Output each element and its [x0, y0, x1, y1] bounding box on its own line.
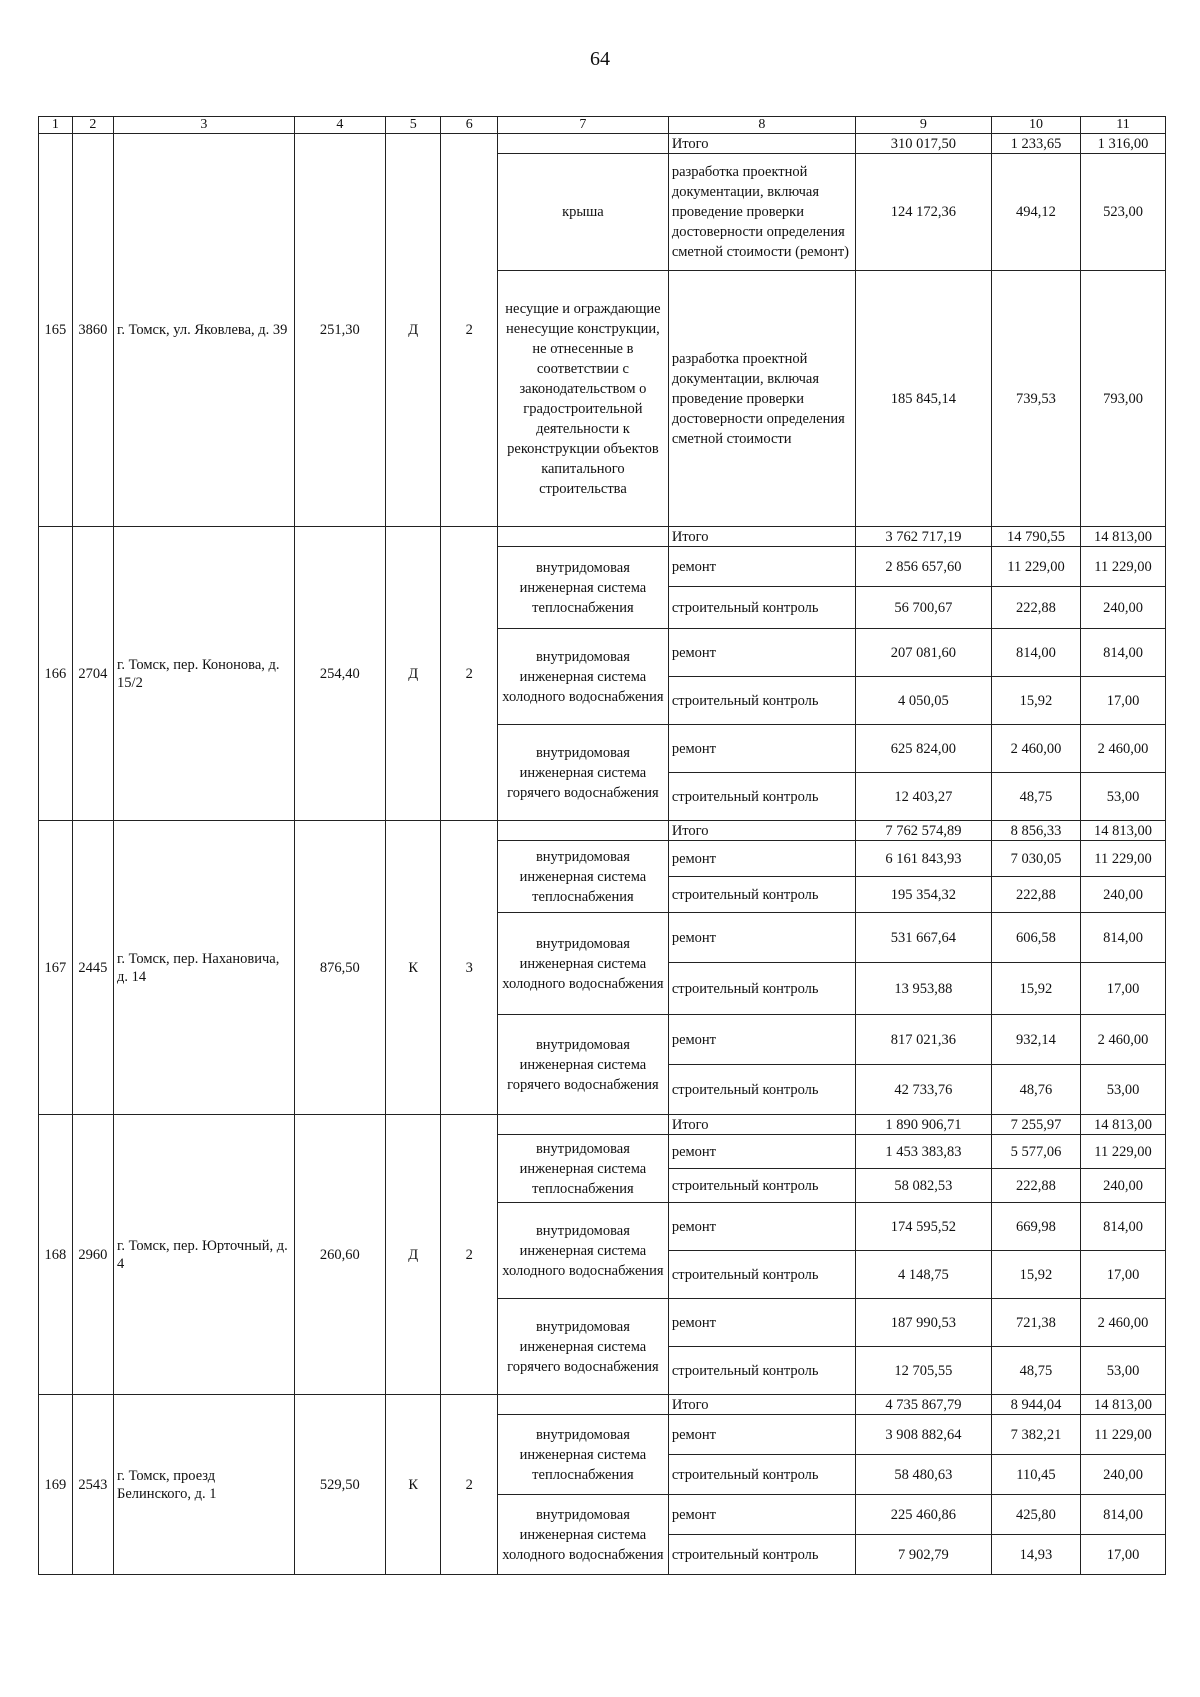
limit: 11 229,00	[1081, 1415, 1166, 1455]
cost: 13 953,88	[855, 963, 991, 1015]
total-unit-cost: 14 790,55	[991, 527, 1080, 547]
building-type: Д	[386, 527, 441, 821]
cost: 58 082,53	[855, 1169, 991, 1203]
limit: 814,00	[1081, 1203, 1166, 1251]
cost: 4 148,75	[855, 1251, 991, 1299]
work-type: ремонт	[668, 841, 855, 877]
work-type: строительный контроль	[668, 677, 855, 725]
work-type: строительный контроль	[668, 1065, 855, 1115]
total-label: Итого	[668, 1395, 855, 1415]
work-type: разработка проектной документации, включая проведение проверки достоверности определения сметной стоимости	[668, 271, 855, 527]
table-row	[39, 134, 1166, 154]
column-header: 5	[386, 117, 441, 134]
limit: 17,00	[1081, 677, 1166, 725]
row-number: 166	[39, 527, 73, 821]
limit: 11 229,00	[1081, 841, 1166, 877]
work-type: ремонт	[668, 629, 855, 677]
floors: 2	[441, 1115, 498, 1395]
limit: 2 460,00	[1081, 1299, 1166, 1347]
unit-cost: 7 030,05	[991, 841, 1080, 877]
work-type: ремонт	[668, 547, 855, 587]
limit: 11 229,00	[1081, 547, 1166, 587]
work-type: строительный контроль	[668, 877, 855, 913]
row-number: 168	[39, 1115, 73, 1395]
work-type: ремонт	[668, 1415, 855, 1455]
unit-cost: 932,14	[991, 1015, 1080, 1065]
unit-cost: 15,92	[991, 963, 1080, 1015]
row-number: 165	[39, 134, 73, 527]
address: г. Томск, проезд Белинского, д. 1	[114, 1395, 295, 1575]
total-limit: 1 316,00	[1081, 134, 1166, 154]
limit: 17,00	[1081, 963, 1166, 1015]
cost: 7 902,79	[855, 1535, 991, 1575]
cost: 531 667,64	[855, 913, 991, 963]
area: 251,30	[294, 134, 385, 527]
building-code: 2543	[72, 1395, 113, 1575]
table-row	[39, 1395, 1166, 1415]
work-type: ремонт	[668, 1135, 855, 1169]
cost: 225 460,86	[855, 1495, 991, 1535]
address: г. Томск, пер. Кононова, д. 15/2	[114, 527, 295, 821]
address: г. Томск, пер. Нахановича, д. 14	[114, 821, 295, 1115]
work-type: ремонт	[668, 1203, 855, 1251]
building-code: 2960	[72, 1115, 113, 1395]
building-code: 3860	[72, 134, 113, 527]
limit: 2 460,00	[1081, 1015, 1166, 1065]
address: г. Томск, ул. Яковлева, д. 39	[114, 134, 295, 527]
limit: 240,00	[1081, 1455, 1166, 1495]
unit-cost: 606,58	[991, 913, 1080, 963]
cost: 12 403,27	[855, 773, 991, 821]
limit: 53,00	[1081, 1347, 1166, 1395]
building-type: Д	[386, 1115, 441, 1395]
work-type: ремонт	[668, 1015, 855, 1065]
system-name: внутридомовая инженерная система теплоснабжения	[498, 1415, 669, 1495]
work-type: строительный контроль	[668, 1535, 855, 1575]
work-type: строительный контроль	[668, 1251, 855, 1299]
system-name: внутридомовая инженерная система холодного водоснабжения	[498, 629, 669, 725]
work-type: ремонт	[668, 1495, 855, 1535]
element-name: несущие и ограждающие ненесущие конструкции, не отнесенные в соответствии с законодательством о градостроительной деятельности к реконструкции объектов капитального строительства	[498, 271, 669, 527]
work-type: строительный контроль	[668, 1169, 855, 1203]
system-name: внутридомовая инженерная система теплоснабжения	[498, 1135, 669, 1203]
limit: 240,00	[1081, 877, 1166, 913]
element-name: крыша	[498, 154, 669, 271]
work-type: строительный контроль	[668, 963, 855, 1015]
column-header: 4	[294, 117, 385, 134]
unit-cost: 222,88	[991, 877, 1080, 913]
unit-cost: 721,38	[991, 1299, 1080, 1347]
limit: 240,00	[1081, 1169, 1166, 1203]
system-name: внутридомовая инженерная система холодного водоснабжения	[498, 1495, 669, 1575]
blank-cell	[498, 821, 669, 841]
cost: 58 480,63	[855, 1455, 991, 1495]
column-header: 7	[498, 117, 669, 134]
system-name: внутридомовая инженерная система горячего водоснабжения	[498, 1015, 669, 1115]
area: 529,50	[294, 1395, 385, 1575]
cost: 42 733,76	[855, 1065, 991, 1115]
total-limit: 14 813,00	[1081, 527, 1166, 547]
column-header: 6	[441, 117, 498, 134]
total-unit-cost: 8 856,33	[991, 821, 1080, 841]
unit-cost: 110,45	[991, 1455, 1080, 1495]
cost: 817 021,36	[855, 1015, 991, 1065]
column-number-row	[39, 117, 1166, 134]
cost: 1 453 383,83	[855, 1135, 991, 1169]
unit-cost: 11 229,00	[991, 547, 1080, 587]
unit-cost: 222,88	[991, 1169, 1080, 1203]
system-name: внутридомовая инженерная система холодного водоснабжения	[498, 913, 669, 1015]
building-type: К	[386, 821, 441, 1115]
unit-cost: 15,92	[991, 677, 1080, 725]
unit-cost: 494,12	[991, 154, 1080, 271]
unit-cost: 669,98	[991, 1203, 1080, 1251]
floors: 2	[441, 527, 498, 821]
unit-cost: 7 382,21	[991, 1415, 1080, 1455]
address: г. Томск, пер. Юрточный, д. 4	[114, 1115, 295, 1395]
work-type: ремонт	[668, 725, 855, 773]
limit: 17,00	[1081, 1535, 1166, 1575]
limit: 53,00	[1081, 1065, 1166, 1115]
blank-cell	[498, 134, 669, 154]
unit-cost: 48,76	[991, 1065, 1080, 1115]
work-type: строительный контроль	[668, 773, 855, 821]
work-type: ремонт	[668, 913, 855, 963]
area: 876,50	[294, 821, 385, 1115]
limit: 523,00	[1081, 154, 1166, 271]
total-limit: 14 813,00	[1081, 1395, 1166, 1415]
row-number: 167	[39, 821, 73, 1115]
column-header: 1	[39, 117, 73, 134]
total-unit-cost: 1 233,65	[991, 134, 1080, 154]
unit-cost: 739,53	[991, 271, 1080, 527]
work-type: строительный контроль	[668, 587, 855, 629]
table-row	[39, 527, 1166, 547]
total-unit-cost: 7 255,97	[991, 1115, 1080, 1135]
area: 254,40	[294, 527, 385, 821]
cost: 124 172,36	[855, 154, 991, 271]
column-header: 11	[1081, 117, 1166, 134]
table-row	[39, 821, 1166, 841]
limit: 814,00	[1081, 913, 1166, 963]
unit-cost: 14,93	[991, 1535, 1080, 1575]
total-cost: 310 017,50	[855, 134, 991, 154]
work-type: разработка проектной документации, включая проведение проверки достоверности определения сметной стоимости (ремонт)	[668, 154, 855, 271]
system-name: внутридомовая инженерная система теплоснабжения	[498, 841, 669, 913]
unit-cost: 222,88	[991, 587, 1080, 629]
unit-cost: 2 460,00	[991, 725, 1080, 773]
limit: 53,00	[1081, 773, 1166, 821]
work-type: ремонт	[668, 1299, 855, 1347]
limit: 11 229,00	[1081, 1135, 1166, 1169]
total-cost: 1 890 906,71	[855, 1115, 991, 1135]
system-name: внутридомовая инженерная система горячего водоснабжения	[498, 1299, 669, 1395]
cost: 2 856 657,60	[855, 547, 991, 587]
building-code: 2445	[72, 821, 113, 1115]
unit-cost: 48,75	[991, 773, 1080, 821]
cost: 4 050,05	[855, 677, 991, 725]
system-name: внутридомовая инженерная система холодного водоснабжения	[498, 1203, 669, 1299]
system-name: внутридомовая инженерная система горячего водоснабжения	[498, 725, 669, 821]
work-type: строительный контроль	[668, 1347, 855, 1395]
cost: 625 824,00	[855, 725, 991, 773]
column-header: 8	[668, 117, 855, 134]
floors: 3	[441, 821, 498, 1115]
building-type: К	[386, 1395, 441, 1575]
cost: 12 705,55	[855, 1347, 991, 1395]
cost: 207 081,60	[855, 629, 991, 677]
total-cost: 4 735 867,79	[855, 1395, 991, 1415]
cost: 3 908 882,64	[855, 1415, 991, 1455]
row-number: 169	[39, 1395, 73, 1575]
unit-cost: 425,80	[991, 1495, 1080, 1535]
floors: 2	[441, 134, 498, 527]
unit-cost: 48,75	[991, 1347, 1080, 1395]
column-header: 9	[855, 117, 991, 134]
cost: 6 161 843,93	[855, 841, 991, 877]
building-type: Д	[386, 134, 441, 527]
total-label: Итого	[668, 821, 855, 841]
unit-cost: 814,00	[991, 629, 1080, 677]
system-name: внутридомовая инженерная система теплоснабжения	[498, 547, 669, 629]
limit: 793,00	[1081, 271, 1166, 527]
cost: 185 845,14	[855, 271, 991, 527]
unit-cost: 15,92	[991, 1251, 1080, 1299]
cost: 174 595,52	[855, 1203, 991, 1251]
blank-cell	[498, 1395, 669, 1415]
total-label: Итого	[668, 527, 855, 547]
column-header: 3	[114, 117, 295, 134]
blank-cell	[498, 527, 669, 547]
column-header: 2	[72, 117, 113, 134]
total-cost: 7 762 574,89	[855, 821, 991, 841]
cost: 56 700,67	[855, 587, 991, 629]
cost: 187 990,53	[855, 1299, 991, 1347]
work-type: строительный контроль	[668, 1455, 855, 1495]
column-header: 10	[991, 117, 1080, 134]
page-number: 64	[590, 48, 610, 70]
floors: 2	[441, 1395, 498, 1575]
limit: 814,00	[1081, 1495, 1166, 1535]
total-limit: 14 813,00	[1081, 1115, 1166, 1135]
cost: 195 354,32	[855, 877, 991, 913]
total-label: Итого	[668, 134, 855, 154]
total-cost: 3 762 717,19	[855, 527, 991, 547]
limit: 240,00	[1081, 587, 1166, 629]
area: 260,60	[294, 1115, 385, 1395]
unit-cost: 5 577,06	[991, 1135, 1080, 1169]
blank-cell	[498, 1115, 669, 1135]
total-limit: 14 813,00	[1081, 821, 1166, 841]
limit: 2 460,00	[1081, 725, 1166, 773]
total-label: Итого	[668, 1115, 855, 1135]
limit: 814,00	[1081, 629, 1166, 677]
building-code: 2704	[72, 527, 113, 821]
table-row	[39, 1115, 1166, 1135]
limit: 17,00	[1081, 1251, 1166, 1299]
total-unit-cost: 8 944,04	[991, 1395, 1080, 1415]
capital-repair-table	[38, 116, 1166, 1575]
